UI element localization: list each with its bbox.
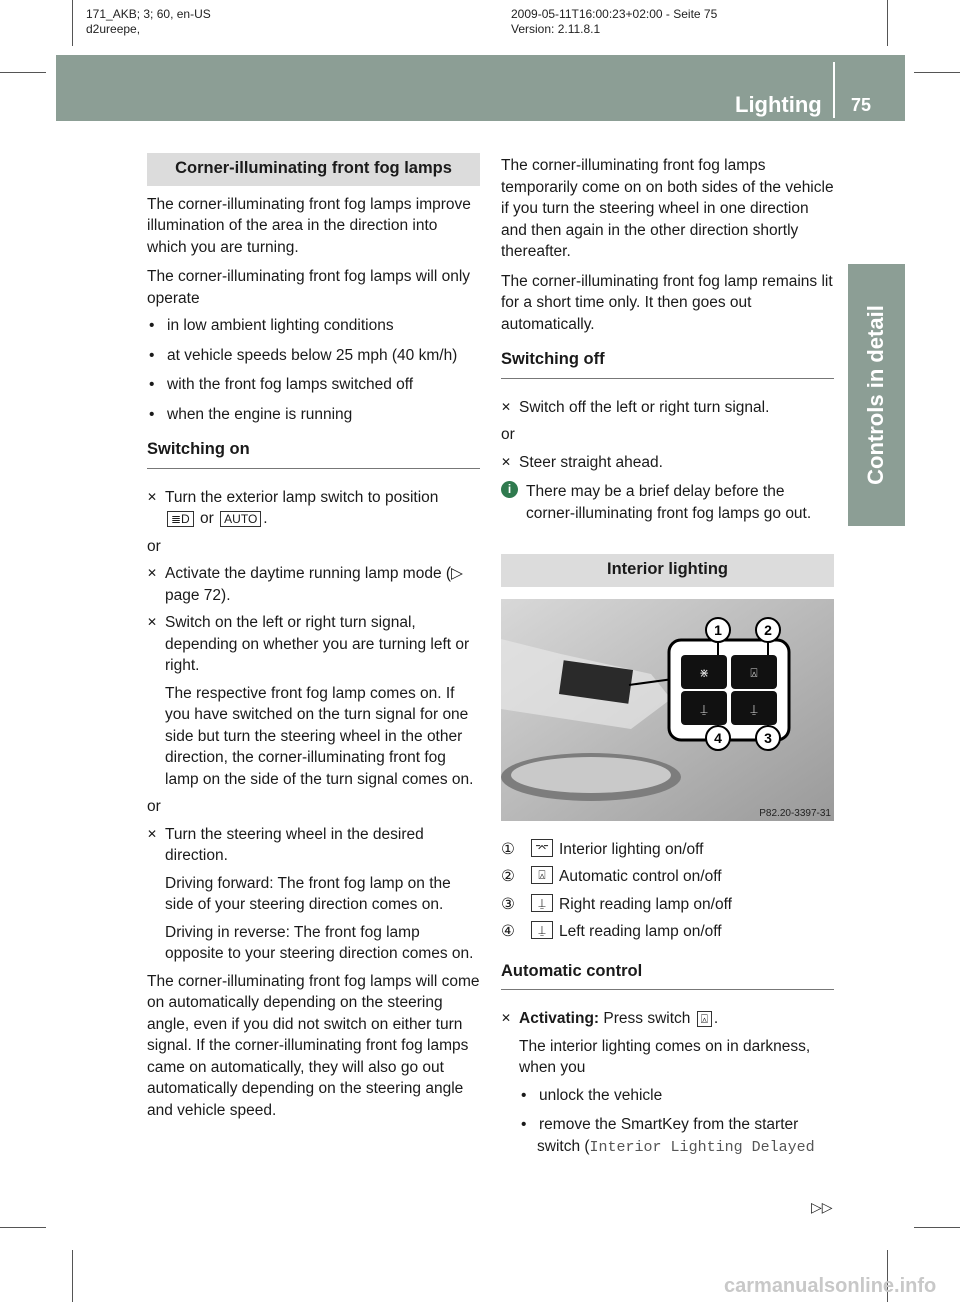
or-separator: or [501, 426, 515, 443]
callout-1: 1 [714, 621, 722, 638]
left-column [147, 153, 480, 1129]
info-note-text: There may be a brief delay before the corner-illuminating front fog lamps go out. [526, 483, 812, 522]
continue-marker: ▷▷ [811, 1199, 833, 1215]
list-item-text: when the engine is running [167, 405, 353, 423]
meta-line: 171_AKB; 3; 60, en-US [86, 7, 211, 21]
list-item: • remove the SmartKey from the starter [501, 1114, 834, 1136]
crop-mark [0, 1227, 46, 1228]
paragraph: The corner-illuminating front fog lamps will come on automatically depending on the steering angle, even if you did not switch on either turn signal. If the corner-illuminating front fog lamps came on automatically, they will also go out automatically depending on the steering angle and vehicle speed. [147, 972, 480, 1119]
step-detail: The respective front fog lamp comes on. If you have switched on the turn signal for one side but turn the steering wheel in the other direction, the corner-illuminating front fog lamp on the side of the turn signal comes on. [165, 684, 474, 788]
legend-item [501, 866, 834, 888]
legend-number: ① [501, 840, 515, 858]
step: ✕ Switch on the left or right turn signal, depending on whether you are turning left or right. [147, 612, 480, 677]
paragraph: The corner-illuminating front fog lamps temporarily come on on both sides of the vehicle if you turn the steering wheel in one direction and then again in the other direction shortly thereafter. [501, 157, 834, 260]
list-item: • when the engine is running [147, 404, 480, 426]
list-item: • unlock the vehicle [501, 1085, 834, 1107]
step-text: Turn the steering wheel in the desired direction. [165, 825, 424, 864]
meta-line: 2009-05-11T16:00:23+02:00 - Seite 75 [511, 7, 718, 21]
list-item: • with the front fog lamps switched off [147, 374, 480, 396]
subsection-title: Switching off [501, 349, 834, 379]
interior-lighting-photo [501, 599, 834, 821]
low-beam-icon: ≣D [167, 511, 194, 527]
or-separator: or [147, 798, 161, 815]
page-title: Lighting [735, 92, 822, 117]
meta-line: Version: 2.11.8.1 [511, 22, 601, 36]
step-detail: Driving forward: The front fog lamp on the side of your steering direction comes on. [165, 874, 451, 913]
section-title: Corner-illuminating front fog lamps [147, 153, 480, 186]
paragraph: The corner-illuminating front fog lamp remains lit for a short time only. It then goes out automatically. [501, 272, 833, 333]
print-meta-right [511, 7, 717, 37]
step-text: Steer straight ahead. [519, 453, 663, 471]
info-note [501, 481, 834, 524]
legend-text: Interior lighting on/off [559, 840, 704, 858]
reading-lamp-icon: ⍊ [531, 894, 553, 912]
step: ✕ Steer straight ahead. [501, 452, 834, 474]
list-item: • at vehicle speeds below 25 mph (40 km/h) [147, 345, 480, 367]
step-text: Press switch [603, 1010, 691, 1027]
display-message: Interior Lighting Delayed [589, 1138, 815, 1156]
section-title: Interior lighting [501, 554, 834, 587]
crop-mark [72, 1250, 73, 1302]
svg-text:⋇: ⋇ [698, 665, 710, 680]
step-detail: Driving in reverse: The front fog lamp opposite to your steering direction comes on. [165, 923, 474, 962]
interior-light-icon: ⌤ [531, 839, 553, 857]
legend-item [501, 921, 834, 943]
list-item-text: remove the SmartKey from the starter [539, 1116, 799, 1133]
step-text: Switch off the left or right turn signal. [519, 398, 770, 416]
callout-4: 4 [714, 729, 722, 746]
auto-icon: AUTO [220, 511, 261, 527]
subsection-title: Switching on [147, 439, 480, 469]
step-detail: The interior lighting comes on in darkness, when you [519, 1037, 811, 1076]
crop-mark [914, 72, 960, 73]
list-item-text: in low ambient lighting conditions [167, 317, 394, 334]
paragraph: The corner-illuminating front fog lamps will only operate [147, 268, 471, 307]
step: ✕ Activating: Press switch ⍓ . [501, 1010, 719, 1027]
list-item: • in low ambient lighting conditions [147, 315, 480, 337]
side-tab-label: Controls in detail [863, 305, 888, 485]
list-item-text: with the front fog lamps switched off [167, 376, 414, 393]
svg-text:⍊: ⍊ [750, 701, 758, 716]
step-label: Activating: [519, 1010, 600, 1027]
list-item-text: at vehicle speeds below 25 mph (40 km/h) [167, 346, 458, 364]
callout-3: 3 [764, 729, 772, 746]
svg-text:⍊: ⍊ [700, 701, 708, 716]
watermark: carmanualsonline.info [724, 1275, 937, 1297]
legend-text: Right reading lamp on/off [559, 895, 732, 913]
crop-mark [72, 0, 73, 46]
automatic-control-icon: ⍓ [697, 1011, 712, 1027]
legend-number: ② [501, 868, 515, 885]
legend-text: Left reading lamp on/off [559, 923, 722, 940]
list-item-text: unlock the vehicle [539, 1086, 663, 1104]
step-text: Switch on the left or right turn signal, depending on whether you are turning left or right. [165, 614, 470, 674]
continuation-prefix: switch ( [537, 1137, 590, 1155]
photo-code: P82.20-3397-31 [759, 807, 831, 819]
page-number: 75 [851, 95, 872, 115]
legend-number: ③ [501, 895, 515, 913]
right-column [501, 155, 834, 1158]
or-separator: or [147, 537, 161, 555]
step: ✕ Activate the daytime running lamp mode (▷ page 72). [147, 563, 480, 606]
paragraph: The corner-illuminating front fog lamps improve illumination of the area in the direction into which you are turning. [147, 195, 471, 256]
legend-item [501, 839, 834, 861]
info-icon: i [501, 481, 518, 498]
step: ✕ Turn the steering wheel in the desired direction. [147, 824, 480, 867]
reading-lamp-icon: ⍊ [531, 921, 553, 939]
step-text: Activate the daytime running lamp mode (▷ page 72). [165, 565, 463, 604]
meta-line: d2ureepe, [86, 22, 141, 36]
legend-text: Automatic control on/off [559, 868, 722, 885]
print-meta-left [86, 7, 211, 37]
photo-illustration [501, 599, 834, 821]
crop-mark [0, 72, 46, 73]
subsection-title: Automatic control [501, 961, 834, 991]
step-text: Turn the exterior lamp switch to position [165, 488, 439, 506]
svg-text:⍓: ⍓ [750, 665, 758, 680]
inline-or: or [200, 510, 214, 527]
callout-2: 2 [764, 621, 772, 638]
legend-item [501, 894, 834, 916]
header-divider [833, 62, 835, 118]
automatic-control-icon: ⍓ [531, 866, 553, 884]
crop-mark [887, 0, 888, 46]
step: ✕ Switch off the left or right turn signal. [501, 397, 834, 419]
legend-number: ④ [501, 923, 515, 940]
crop-mark [914, 1227, 960, 1228]
list-item-continuation [501, 1136, 834, 1159]
step: ✕ Turn the exterior lamp switch to position ≣D or AUTO . [147, 488, 439, 527]
